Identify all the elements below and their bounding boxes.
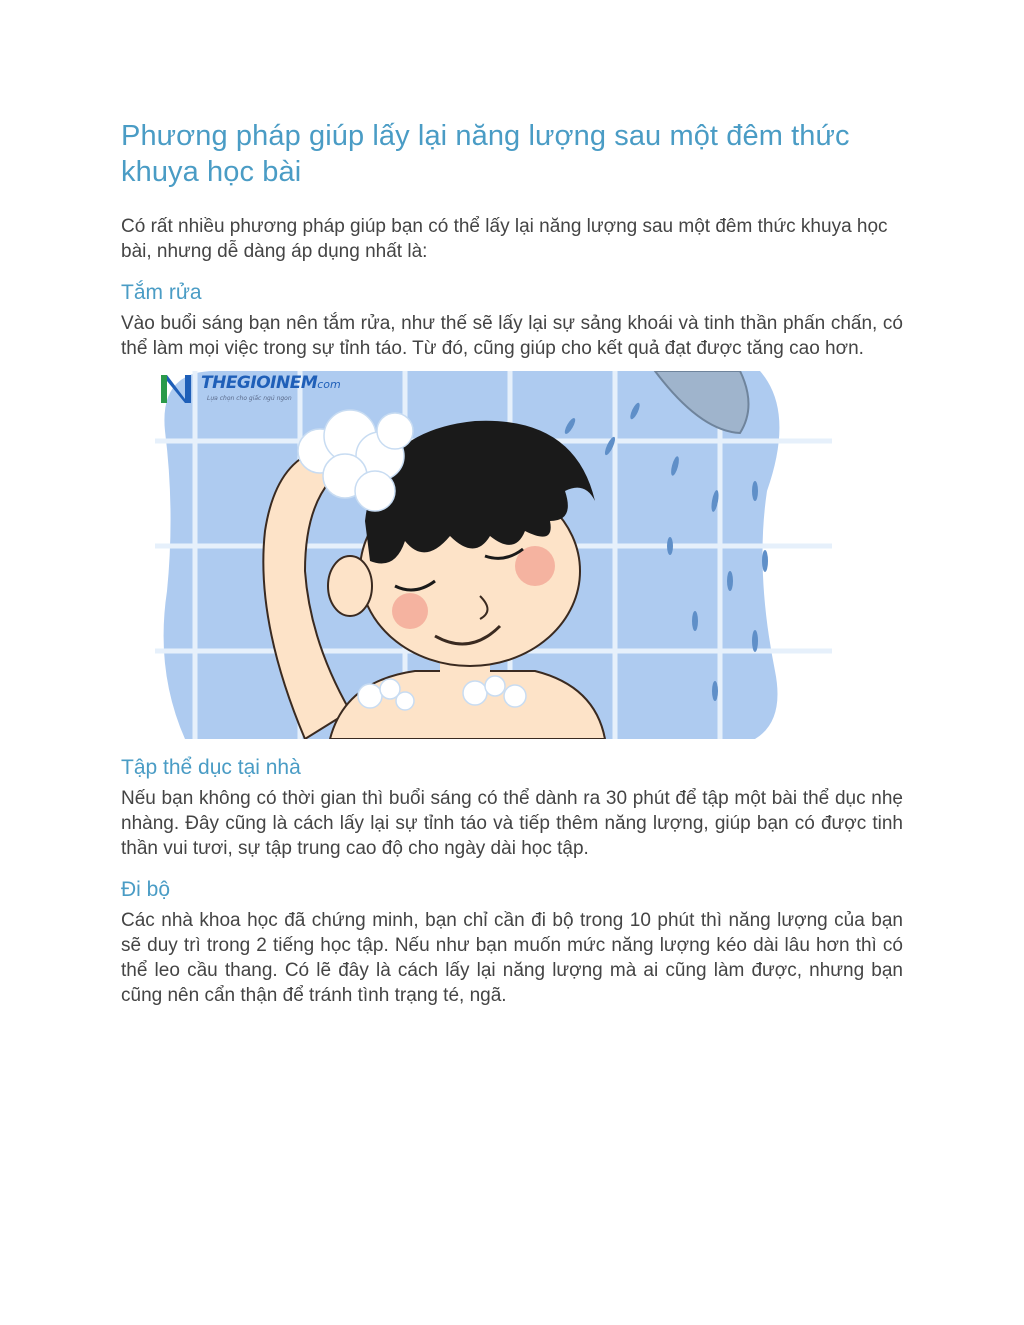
section-heading-exercise: Tập thể dục tại nhà — [121, 756, 301, 779]
shower-illustration-art — [155, 371, 832, 739]
page-title: Phương pháp giúp lấy lại năng lượng sau một đêm thức khuya học bài — [121, 120, 850, 188]
section-body-shower: Vào buổi sáng bạn nên tắm rửa, như thế sẽ lấy lại sự sảng khoái và tinh thần phấn chấn, có thể làm mọi việc trong sự tỉnh táo. Từ đó, cũng giúp cho kết quả đạt được tăng cao hơn. — [121, 313, 903, 359]
logo-suffix: com — [317, 378, 341, 391]
section-body-walking: Các nhà khoa học đã chứng minh, bạn chỉ cần đi bộ trong 10 phút thì năng lượng của bạn sẽ duy trì trong 2 tiếng học tập. Nếu như bạn muốn mức năng lượng kéo dài lâu hơn thì có thể leo cầu thang. Có lẽ đây là cách lấy lại năng lượng mà ai cũng làm được, nhưng bạn cũng nên cẩn thận để tránh tình trạng té, ngã. — [121, 910, 903, 1006]
logo-slogan: Lựa chọn cho giấc ngủ ngon — [207, 395, 292, 402]
logo-n-icon — [157, 371, 197, 407]
section-body-exercise: Nếu bạn không có thời gian thì buổi sáng có thể dành ra 30 phút để tập một bài thể dục nhẹ nhàng. Đây cũng là cách lấy lại sự tỉnh táo và tiếp thêm năng lượng, giúp bạn có được tinh thần vui tươi, sự tập trung cao độ cho ngày dài học tập. — [121, 788, 903, 859]
section-heading-shower: Tắm rửa — [121, 281, 202, 304]
document-page — [121, 118, 903, 1008]
intro-paragraph: Có rất nhiều phương pháp giúp bạn có thể lấy lại năng lượng sau một đêm thức khuya học bài, nhưng dễ dàng áp dụng nhất là: — [121, 216, 888, 262]
brand-logo — [157, 371, 341, 411]
shower-illustration — [155, 371, 832, 739]
section-heading-walking: Đi bộ — [121, 878, 171, 901]
logo-wordmark: THEGIOINEM — [201, 373, 318, 393]
